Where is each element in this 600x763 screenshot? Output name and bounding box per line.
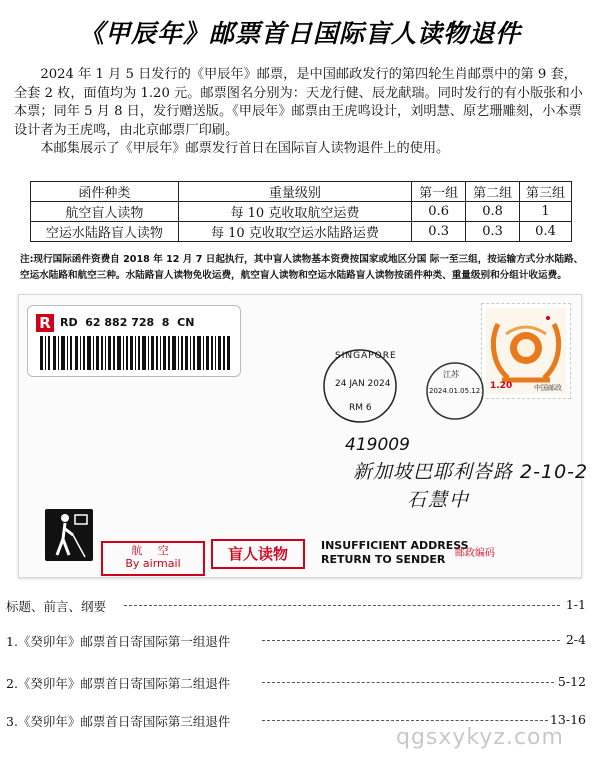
registration-number: RD 62 882 728 8 CN bbox=[60, 316, 195, 329]
singapore-postmark bbox=[319, 345, 401, 431]
return-note-line: RETURN TO SENDER bbox=[321, 553, 446, 566]
page-title: 《甲辰年》邮票首日国际盲人读物退件 bbox=[78, 19, 521, 48]
table-cell: 0.3 bbox=[466, 222, 520, 242]
postmark-office: RM 6 bbox=[349, 403, 372, 413]
table-row bbox=[31, 222, 572, 242]
walking-cane-icon bbox=[45, 509, 93, 561]
stamp-country: 中国邮政 bbox=[534, 384, 562, 392]
table-header: 第一组 bbox=[412, 182, 466, 202]
registration-label bbox=[27, 305, 241, 377]
table-header-row bbox=[31, 182, 572, 202]
table-cell: 空运水陆路盲人读物 bbox=[31, 222, 179, 242]
table-header: 第三组 bbox=[520, 182, 572, 202]
table-row bbox=[31, 202, 572, 222]
toc-leader bbox=[262, 682, 554, 683]
blind-person-icon bbox=[45, 509, 93, 561]
table-cell: 航空盲人读物 bbox=[31, 202, 179, 222]
airmail-label bbox=[101, 541, 205, 576]
postmark-date: 2024.01.05.12 bbox=[429, 387, 481, 395]
postmark-place: 江苏 bbox=[443, 370, 459, 379]
postmark-date: 24 JAN 2024 bbox=[335, 379, 391, 389]
toc-leader bbox=[262, 640, 560, 641]
stamp-denomination: 1.20 bbox=[490, 381, 513, 391]
toc-pages: 1-1 bbox=[565, 597, 586, 612]
registered-mark: R bbox=[36, 314, 54, 332]
table-header: 重量级别 bbox=[178, 182, 412, 202]
toc-leader bbox=[262, 720, 548, 721]
toc-label: 标题、前言、纲要 bbox=[6, 599, 107, 614]
table-header: 函件种类 bbox=[31, 182, 179, 202]
toc-leader bbox=[124, 605, 560, 606]
dragon-stamp bbox=[481, 303, 571, 399]
toc-label: 1.《癸卯年》邮票首日寄国际第一组退件 bbox=[6, 634, 231, 649]
airmail-label-en: By airmail bbox=[125, 557, 181, 570]
china-postmark bbox=[423, 359, 487, 427]
table-cell: 每 10 克收取航空运费 bbox=[178, 202, 412, 222]
toc-pages: 2-4 bbox=[565, 632, 586, 647]
return-note-line: INSUFFICIENT ADDRESS bbox=[321, 539, 469, 552]
envelope-image bbox=[18, 294, 589, 578]
postmark-city: SINGAPORE bbox=[335, 351, 397, 361]
toc-label: 2.《癸卯年》邮票首日寄国际第二组退件 bbox=[6, 676, 231, 691]
blind-reader-label: 盲人读物 bbox=[211, 539, 305, 569]
airmail-label-cn: 航 空 bbox=[131, 544, 175, 557]
table-cell: 0.4 bbox=[520, 222, 572, 242]
fee-note: 注:现行国际函件资费自 2018 年 12 月 7 日起执行，其中盲人读物基本资费按国家或地区分国 际一至三组，按运输方式分水陆路、空运水陆路和航空三种。水陆路盲人读物免收运费，航空盲人读物和空运水陆路盲人读物按函件种类、重量级别和分组计收运费。 bbox=[20, 254, 584, 281]
intro-paragraph: 本邮集展示了《甲辰年》邮票发行首日在国际盲人读物退件上的使用。 bbox=[40, 141, 450, 156]
toc-label: 3.《癸卯年》邮票首日寄国际第三组退件 bbox=[6, 714, 231, 729]
table-header: 第二组 bbox=[466, 182, 520, 202]
return-note bbox=[321, 539, 469, 567]
postcode-label: 邮政编码 bbox=[455, 548, 495, 559]
intro-text bbox=[14, 66, 590, 159]
toc-pages: 13-16 bbox=[549, 712, 586, 727]
table-cell: 1 bbox=[520, 202, 572, 222]
table-cell: 0.6 bbox=[412, 202, 466, 222]
table-cell: 0.8 bbox=[466, 202, 520, 222]
table-cell: 每 10 克收取空运水陆路运费 bbox=[178, 222, 412, 242]
intro-paragraph: 2024 年 1 月 5 日发行的《甲辰年》邮票，是中国邮政发行的第四轮生肖邮票中的第 9 套，全套 2 枚，面值均为 1.20 元。邮票图名分别为：天龙行健、辰龙献瑞。同时发行的有小版张和小本票；同年 5 月 8 日，发行赠送版。《甲辰年》邮票由王虎鸣设计，刘明慧、原艺珊雕刻，小本票设计者为王虎鸣，由北京邮票厂印刷。 bbox=[14, 67, 583, 138]
handwritten-name: 石慧中 bbox=[407, 489, 471, 511]
handwritten-zip: 419009 bbox=[345, 435, 410, 455]
barcode-icon bbox=[40, 336, 230, 370]
table-cell: 0.3 bbox=[412, 222, 466, 242]
watermark: qgsxykyz.com bbox=[396, 725, 564, 750]
fee-table bbox=[30, 181, 572, 242]
toc-pages: 5-12 bbox=[557, 674, 586, 689]
handwritten-address: 新加坡巴耶利峇路 2-10-2 bbox=[353, 461, 589, 483]
